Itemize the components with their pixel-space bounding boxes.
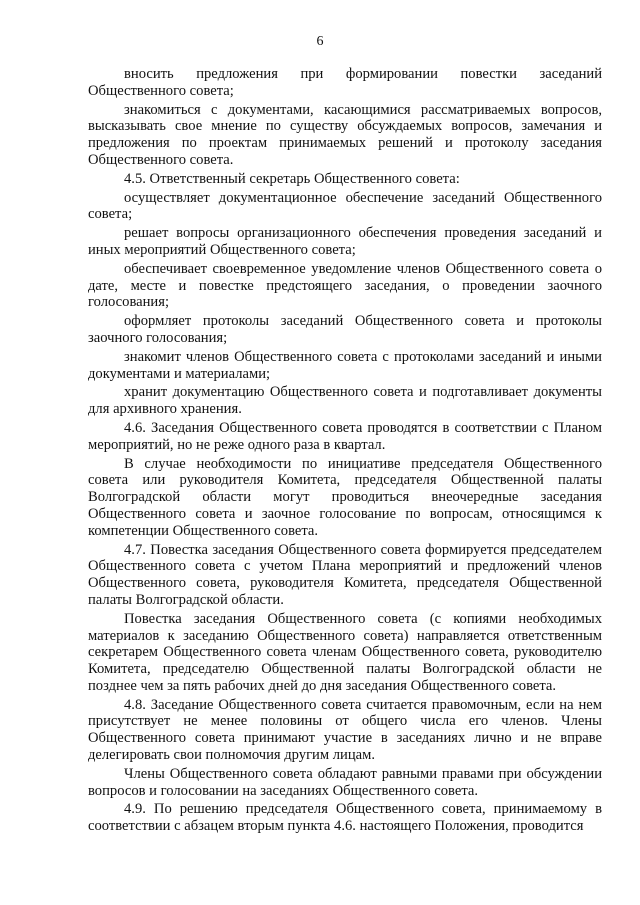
paragraph-review-documents: знакомиться с документами, касающимися рассматриваемых вопросов, высказывать свое мнение по существу обсуждаемых вопросов, замечания и предложения по проектам принимаемых решений и протоколу заседания Общественного совета. xyxy=(88,101,602,168)
paragraph-section-4-9: 4.9. По решению председателя Общественного совета, принимаемому в соответствии с абзацем вторым пункта 4.6. настоящего Положения, проводится xyxy=(88,801,602,835)
document-body xyxy=(88,66,602,835)
paragraph-organizational-support: решает вопросы организационного обеспечения проведения заседаний и иных мероприятий Общественного совета; xyxy=(88,225,602,258)
page-number: 6 xyxy=(316,34,324,49)
paragraph-notification: обеспечивает своевременное уведомление членов Общественного совета о дате, месте и повестке предстоящего заседания, о проведении заочного голосования; xyxy=(88,260,602,311)
paragraph-propose-agenda: вносить предложения при формировании повестки заседаний Общественного совета; xyxy=(88,66,602,99)
paragraph-equal-rights: Члены Общественного совета обладают равными правами при обсуждении вопросов и голосовании на заседаниях Общественного совета. xyxy=(88,765,602,799)
paragraph-section-4-8: 4.8. Заседание Общественного совета считается правомочным, если на нем присутствует не менее половины от общего числа его членов. Члены Общественного совета принимают участие в заседаниях лично и не вправе делегировать свои полномочия другим лицам. xyxy=(88,696,602,764)
paragraph-section-4-6: 4.6. Заседания Общественного совета проводятся в соответствии с Планом мероприятий, но не реже одного раза в квартал. xyxy=(88,419,602,453)
paragraph-archive-storage: хранит документацию Общественного совета и подготавливает документы для архивного хранения. xyxy=(88,384,602,418)
paragraph-protocols: оформляет протоколы заседаний Общественного совета и протоколы заочного голосования; xyxy=(88,313,602,346)
paragraph-documentation-support: осуществляет документационное обеспечение заседаний Общественного совета; xyxy=(88,189,602,223)
paragraph-section-4-7: 4.7. Повестка заседания Общественного совета формируется председателем Общественного совета с учетом Плана мероприятий и предложений членов Общественного совета, руководителя Комитета, председателя Общественной палаты Волгоградской области. xyxy=(88,541,602,608)
paragraph-extraordinary-meetings: В случае необходимости по инициативе председателя Общественного совета или руководителя Комитета, председателя Общественной палаты Волгоградской области могут проводиться внеочередные заседания Общественного совета и заочное голосование по вопросам, относящимся к компетенции Общественного совета. xyxy=(88,455,602,539)
paragraph-section-4-5: 4.5. Ответственный секретарь Общественного совета: xyxy=(124,170,460,187)
paragraph-familiarize-members: знакомит членов Общественного совета с протоколами заседаний и иными документами и материалами; xyxy=(88,348,602,382)
paragraph-agenda-distribution: Повестка заседания Общественного совета (с копиями необходимых материалов к заседанию Общественного совета) направляется ответственным секретарем Общественного совета членам Общественного совета, руководителю Комитета, председателю Общественной палаты Волгоградской области не позднее чем за пять рабочих дней до дня заседания Общественного совета. xyxy=(88,610,602,694)
